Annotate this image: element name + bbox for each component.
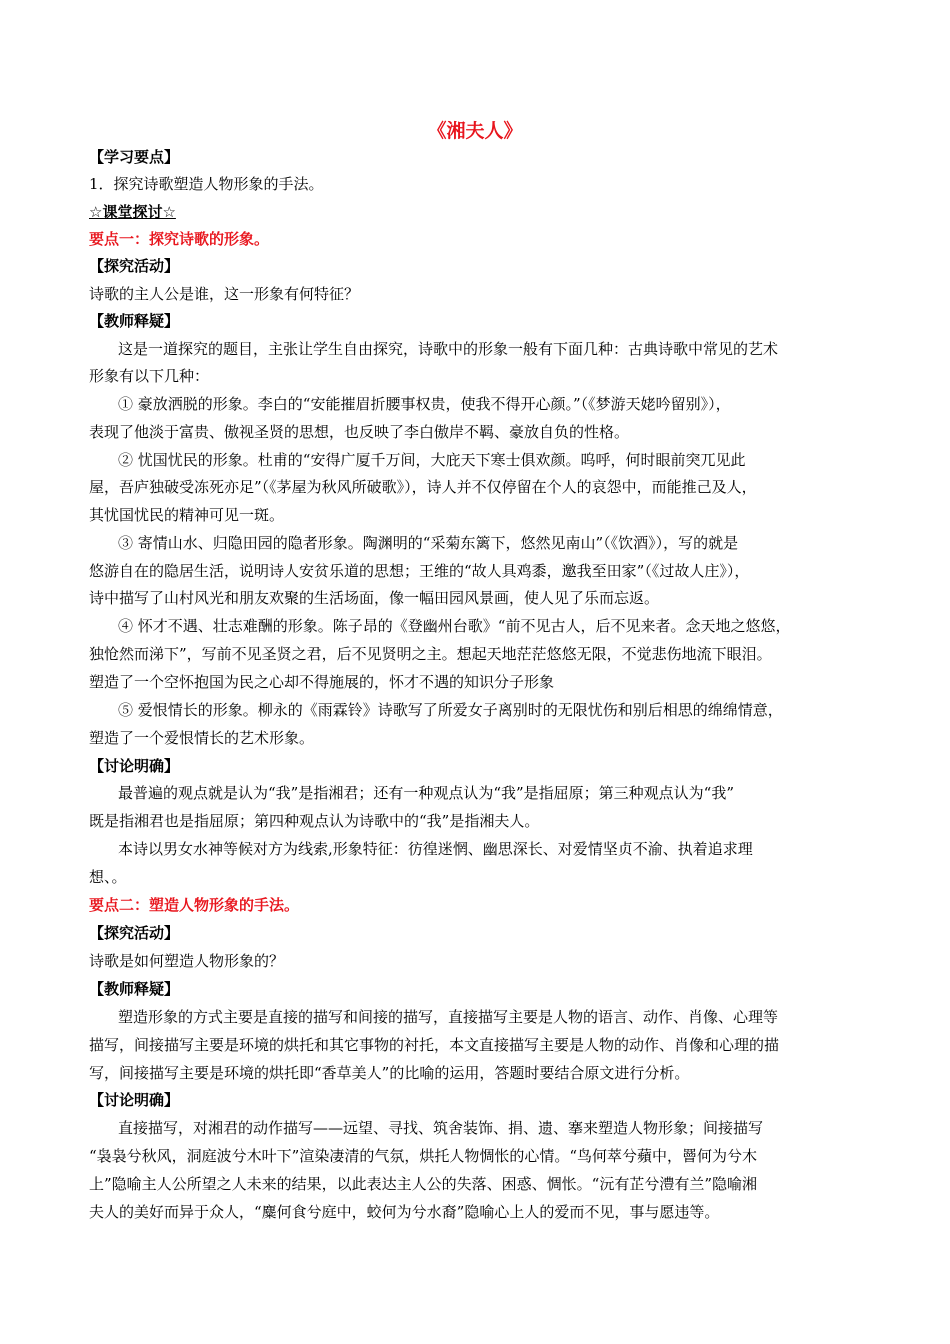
paragraph-line: 悠游自在的隐居生活，说明诗人安贫乐道的思想；王维的“故人具鸡黍，邀我至田家”（《过故人庄》）， (89, 562, 750, 580)
paragraph-line: 塑造了一个空怀抱国为民之心却不得施展的，怀才不遇的知识分子形象 (89, 673, 555, 691)
paragraph-line: 描写，间接描写主要是环境的烘托和其它事物的衬托，本文直接描写主要是人物的动作、肖像和心理的描 (89, 1036, 780, 1054)
paragraph-line: 写，间接描写主要是环境的烘托即“香草美人”的比喻的运用，答题时要结合原文进行分析。 (89, 1064, 690, 1082)
paragraph-line: 本诗以男女水神等候对方为线索,形象特征：彷徨迷惘、幽思深长、对爱情坚贞不渝、执着追求理 (118, 840, 753, 858)
point2-heading: 要点二：塑造人物形象的手法。 (89, 896, 300, 914)
paragraph-line: ② 忧国忧民的形象。杜甫的“安得广厦千万间，大庇天下寒士俱欢颜。呜呼，何时眼前突兀见此 (118, 451, 746, 469)
paragraph-line: 其忧国忧民的精神可见一斑。 (89, 506, 285, 524)
point1-discussion-header: 【讨论明确】 (89, 757, 180, 775)
study-points-header: 【学习要点】 (89, 148, 180, 166)
paragraph-line: 诗中描写了山村风光和朋友欢聚的生活场面，像一幅田园风景画，使人见了乐而忘返。 (89, 589, 660, 607)
study-point-item: 1．探究诗歌塑造人物形象的手法。 (89, 175, 324, 193)
class-discussion-heading: ☆课堂探讨☆ (89, 203, 176, 221)
point1-heading: 要点一：探究诗歌的形象。 (89, 230, 270, 248)
point2-question: 诗歌是如何塑造人物形象的？ (89, 952, 285, 970)
point2-activity-header: 【探究活动】 (89, 924, 180, 942)
point2-discussion-header: 【讨论明确】 (89, 1091, 180, 1109)
paragraph-line: 直接描写，对湘君的动作描写——远望、寻找、筑舍装饰、捐、遗、搴来塑造人物形象；间接描写 (118, 1119, 764, 1137)
paragraph-line: 既是指湘君也是指屈原；第四种观点认为诗歌中的“我”是指湘夫人。 (89, 812, 540, 830)
page-title: 《湘夫人》 (427, 120, 523, 142)
paragraph-line: 独怆然而涕下”，写前不见圣贤之君，后不见贤明之主。想起天地茫茫悠悠无限，不觉悲伤地流下眼泪。 (89, 645, 772, 663)
point2-teacher-header: 【教师释疑】 (89, 980, 180, 998)
paragraph-line: 形象有以下几种： (89, 367, 210, 385)
paragraph-line: 想、。 (89, 868, 127, 886)
paragraph-line: 最普遍的观点就是认为“我”是指湘君；还有一种观点认为“我”是指屈原；第三种观点认为“我” (118, 784, 735, 802)
paragraph-line: 塑造了一个爱恨情长的艺术形象。 (89, 729, 315, 747)
paragraph-line: 这是一道探究的题目，主张让学生自由探究，诗歌中的形象一般有下面几种：古典诗歌中常见的艺术 (118, 340, 779, 358)
point1-teacher-header: 【教师释疑】 (89, 312, 180, 330)
paragraph-line: 塑造形象的方式主要是直接的描写和间接的描写，直接描写主要是人物的语言、动作、肖像、心理等 (118, 1008, 779, 1026)
paragraph-line: ① 豪放洒脱的形象。李白的“安能摧眉折腰事权贵，使我不得开心颜。”（《梦游天姥吟留别》）， (118, 395, 731, 413)
paragraph-line: 夫人的美好而异于众人，“麋何食兮庭中，蛟何为兮水裔”隐喻心上人的爱而不见，事与愿违等。 (89, 1203, 720, 1221)
point1-question: 诗歌的主人公是谁，这一形象有何特征？ (89, 285, 360, 303)
paragraph-line: 上”隐喻主人公所望之人未来的结果，以此表达主人公的失落、困惑、惆怅。“沅有芷兮澧有兰”隐喻湘 (89, 1175, 758, 1193)
paragraph-line: ⑤ 爱恨情长的形象。柳永的《雨霖铃》诗歌写了所爱女子离别时的无限忧伤和别后相思的绵绵情意， (118, 701, 783, 719)
paragraph-line: ③ 寄情山水、归隐田园的隐者形象。陶渊明的“采菊东篱下，悠然见南山”（《饮酒》），写的就是 (118, 534, 739, 552)
paragraph-line: 表现了他淡于富贵、傲视圣贤的思想，也反映了李白傲岸不羁、豪放自负的性格。 (89, 423, 630, 441)
paragraph-line: ④ 怀才不遇、壮志难酬的形象。陈子昂的《登幽州台歌》“前不见古人，后不见来者。念天地之悠悠， (118, 617, 791, 635)
point1-activity-header: 【探究活动】 (89, 257, 180, 275)
paragraph-line: 屋，吾庐独破受冻死亦足”（《茅屋为秋风所破歌》），诗人并不仅停留在个人的哀怨中，而能推己及人， (89, 478, 757, 496)
paragraph-line: “袅袅兮秋风，洞庭波兮木叶下”渲染凄清的气氛，烘托人物惆怅的心情。“鸟何萃兮蘋中，罾何为兮木 (89, 1147, 758, 1165)
